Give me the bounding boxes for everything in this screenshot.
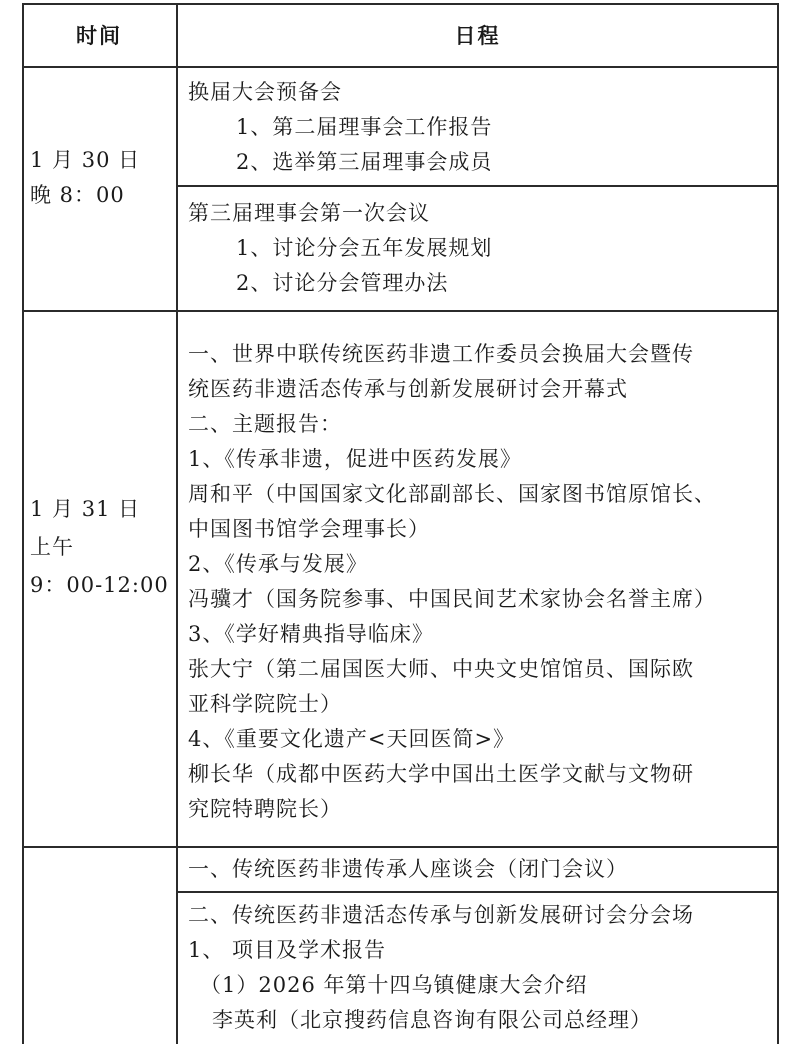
- header-time: 时间: [76, 23, 122, 48]
- report-title: 3、《学好精典指导临床》: [188, 622, 434, 646]
- opening-session-block: [188, 337, 716, 827]
- row1-time: [30, 143, 140, 213]
- row-divider: [176, 891, 779, 893]
- speaker-line: 柳长华（成都中医药大学中国出土医学文献与文物研: [188, 762, 694, 786]
- header-divider: [22, 66, 779, 68]
- speaker-line: 究院特聘院长）: [188, 797, 342, 821]
- speaker-line: 李英利（北京搜药信息咨询有限公司总经理）: [212, 1008, 652, 1032]
- row-divider: [176, 185, 779, 187]
- time-date: 1 月 30 日: [30, 148, 141, 172]
- speaker-line: 周和平（中国国家文化部副部长、国家图书馆原馆长、: [188, 482, 716, 506]
- agenda-item: 1、讨论分会五年发展规划: [236, 236, 493, 260]
- time-period: 上午: [30, 535, 74, 559]
- report-title: 2、《传承与发展》: [188, 552, 368, 576]
- table-border-top: [22, 3, 779, 5]
- agenda-item: 2、选举第三届理事会成员: [236, 150, 493, 174]
- report-title: 1、《传承非遗，促进中医药发展》: [188, 447, 522, 471]
- agenda-title: 换届大会预备会: [188, 80, 342, 104]
- report-title: 4、《重要文化遗产<天回医简>》: [188, 727, 516, 751]
- agenda-line: 一、传统医药非遗传承人座谈会（闭门会议）: [188, 857, 628, 881]
- time-date: 1 月 31 日: [30, 497, 141, 521]
- schedule-table: [22, 3, 779, 1044]
- agenda-line: 统医药非遗活态传承与创新发展研讨会开幕式: [188, 377, 628, 401]
- agenda-block: [188, 75, 492, 180]
- subsession-block: [188, 898, 694, 1038]
- column-divider: [176, 3, 178, 1044]
- time-hour: 9：00-12:00: [30, 573, 169, 597]
- agenda-item: 2、讨论分会管理办法: [236, 271, 449, 295]
- row-divider: [22, 846, 779, 848]
- speaker-line: 冯骥才（国务院参事、中国民间艺术家协会名誉主席）: [188, 587, 716, 611]
- table-border-right: [777, 3, 779, 1044]
- row-divider: [22, 310, 779, 312]
- speaker-line: 亚科学院院士）: [188, 692, 342, 716]
- table-border-left: [22, 3, 24, 1044]
- speaker-line: 中国图书馆学会理事长）: [188, 517, 430, 541]
- agenda-title: 第三届理事会第一次会议: [188, 201, 430, 225]
- speaker-line: 张大宁（第二届国医大师、中央文史馆馆员、国际欧: [188, 657, 694, 681]
- agenda-line: 二、主题报告：: [188, 412, 342, 436]
- time-hour: 晚 8：00: [30, 183, 125, 207]
- agenda-line: 二、传统医药非遗活态传承与创新发展研讨会分会场: [188, 903, 694, 927]
- header-schedule: 日程: [454, 23, 501, 48]
- agenda-item: 1、第二届理事会工作报告: [236, 115, 493, 139]
- agenda-line: 一、世界中联传统医药非遗工作委员会换届大会暨传: [188, 342, 694, 366]
- agenda-line: 1、 项目及学术报告: [188, 938, 387, 962]
- row2-time: [30, 490, 169, 604]
- report-title: （1）2026 年第十四乌镇健康大会介绍: [200, 973, 588, 997]
- agenda-block: [188, 196, 492, 301]
